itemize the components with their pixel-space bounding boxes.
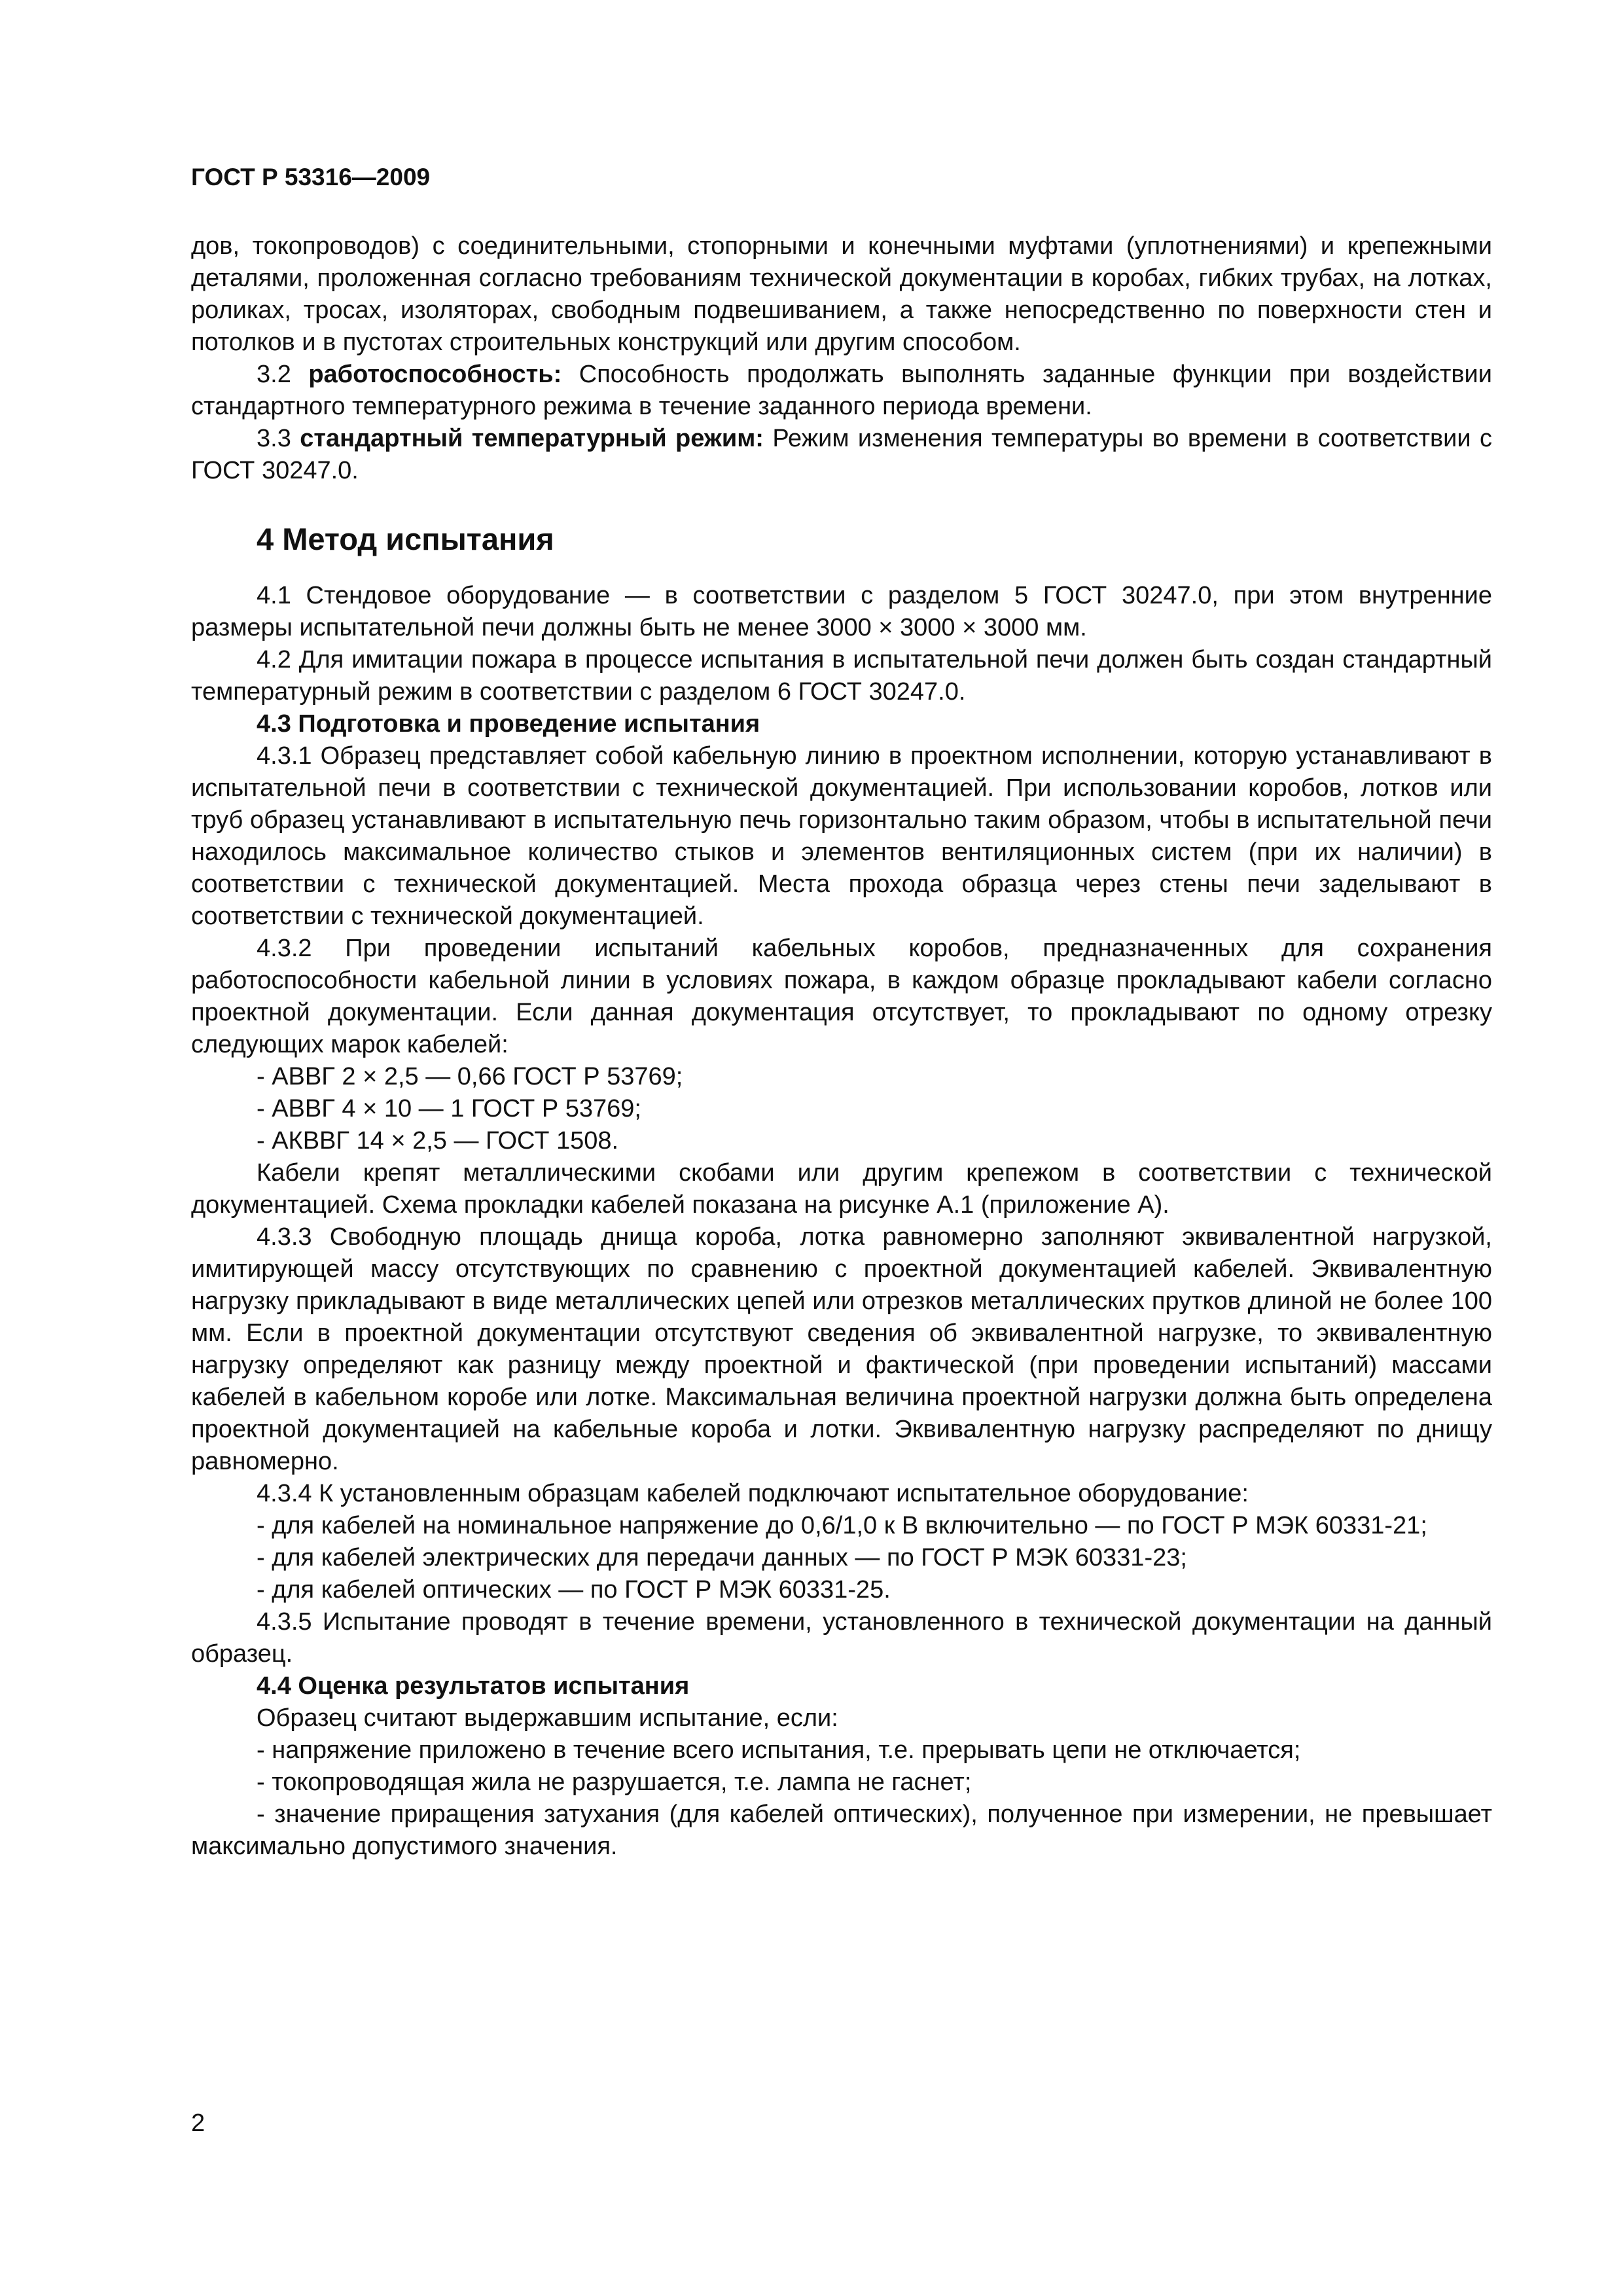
list-item: - АВВГ 4 × 10 — 1 ГОСТ Р 53769;	[257, 1095, 641, 1122]
document-body	[191, 230, 1492, 1863]
paragraph-cable-fixing: Кабели крепят металлическими скобами или другим крепежом в соответствии с технической документацией. Схема прокладки кабелей показана на рисунке А.1 (приложение А).	[191, 1159, 1492, 1219]
criteria-list	[191, 1734, 1492, 1863]
list-item: - АВВГ 2 × 2,5 — 0,66 ГОСТ Р 53769;	[257, 1063, 683, 1090]
term-standard-temperature-mode: стандартный температурный режим:	[300, 425, 764, 452]
clause-number: 3.3	[257, 425, 300, 452]
paragraph-4-3-3: 4.3.3 Свободную площадь днища короба, лотка равномерно заполняют эквивалентной нагрузкой, имитирующей массу отсутствующих по сравнению с проектной документацией кабелей. Эквивалентную нагрузку прикладывают в виде металлических цепей или отрезков металлических прутков длиной не более 100 мм. Если в проектной документации отсутствуют сведения об эквивалентной нагрузке, то эквивалентную нагрузку определяют как разницу между проектной и фактической (при проведении испытаний) массами кабелей в кабельном коробе или лотке. Максимальная величина проектной нагрузки должна быть определена проектной документацией на кабельные короба и лотки. Эквивалентную нагрузку распределяют по днищу равномерно.	[191, 1223, 1492, 1475]
document-header: ГОСТ Р 53316—2009	[191, 164, 431, 190]
paragraph-3-2	[191, 359, 1492, 423]
list-item: - для кабелей оптических — по ГОСТ Р МЭК 60331-25.	[257, 1576, 891, 1604]
paragraph-3-3	[191, 423, 1492, 487]
equipment-list	[191, 1510, 1492, 1606]
paragraph-4-3-1: 4.3.1 Образец представляет собой кабельную линию в проектном исполнении, которую устанавливают в испытательной печи в соответствии с технической документацией. При использовании коробов, лотков или труб образец устанавливают в испытательную печь горизонтально таким образом, чтобы в испытательной печи находилось максимальное количество стыков и элементов вентиляционных систем (при их наличии) в соответствии с технической документацией. Места прохода образца через стены печи заделывают в соответствии с технической документацией.	[191, 742, 1492, 930]
paragraph-intro: дов, токопроводов) с соединительными, стопорными и конечными муфтами (уплотнениями) и крепежными деталями, проложенная согласно требованиям технической документации в коробах, гибких трубах, на лотках, роликах, тросах, изоляторах, свободным подвешиванием, а также непосредственно по поверхности стен и потолков и в пустотах строительных конструкций или другим способом.	[191, 232, 1492, 356]
paragraph-4-4-intro: Образец считают выдержавшим испытание, если:	[257, 1704, 838, 1732]
paragraph-4-1: 4.1 Стендовое оборудование — в соответствии с разделом 5 ГОСТ 30247.0, при этом внутренние размеры испытательной печи должны быть не менее 3000 × 3000 × 3000 мм.	[191, 582, 1492, 641]
list-item: - АКВВГ 14 × 2,5 — ГОСТ 1508.	[257, 1127, 619, 1155]
clause-number: 3.2	[257, 361, 309, 388]
definition-text: Способность продолжать выполнять заданные функции при воздействии стандартного температурного режима в течение заданного периода времени.	[191, 361, 1492, 420]
paragraph-4-3-5: 4.3.5 Испытание проводят в течение времени, установленного в технической документации на данный образец.	[191, 1608, 1492, 1668]
list-item: - для кабелей на номинальное напряжение до 0,6/1,0 к В включительно — по ГОСТ Р МЭК 60331-21;	[257, 1512, 1427, 1539]
subsection-4-3-heading: 4.3 Подготовка и проведение испытания	[257, 710, 760, 738]
list-item: - значение приращения затухания (для кабелей оптических), полученное при измерении, не превышает максимально допустимого значения.	[191, 1801, 1492, 1860]
list-item: - токопроводящая жила не разрушается, т.е. лампа не гаснет;	[257, 1768, 972, 1796]
cable-list	[191, 1061, 1492, 1157]
list-item: - для кабелей электрических для передачи данных — по ГОСТ Р МЭК 60331-23;	[257, 1544, 1187, 1571]
term-workability: работоспособность:	[308, 361, 562, 388]
subsection-4-4-heading: 4.4 Оценка результатов испытания	[257, 1672, 690, 1700]
section-4-heading: 4 Метод испытания	[257, 522, 554, 556]
paragraph-4-3-2: 4.3.2 При проведении испытаний кабельных коробов, предназначенных для сохранения работоспособности кабельной линии в условиях пожара, в каждом образце прокладывают кабели согласно проектной документации. Если данная документация отсутствует, то прокладывают по одному отрезку следующих марок кабелей:	[191, 935, 1492, 1058]
list-item: - напряжение приложено в течение всего испытания, т.е. прерывать цепи не отключается;	[257, 1736, 1301, 1764]
page-number: 2	[191, 2109, 205, 2137]
definition-text: Режим изменения температуры во времени в соответствии с ГОСТ 30247.0.	[191, 425, 1493, 484]
paragraph-4-2: 4.2 Для имитации пожара в процессе испытания в испытательной печи должен быть создан стандартный температурный режим в соответствии с разделом 6 ГОСТ 30247.0.	[191, 646, 1492, 706]
paragraph-4-3-4: 4.3.4 К установленным образцам кабелей подключают испытательное оборудование:	[257, 1480, 1249, 1507]
